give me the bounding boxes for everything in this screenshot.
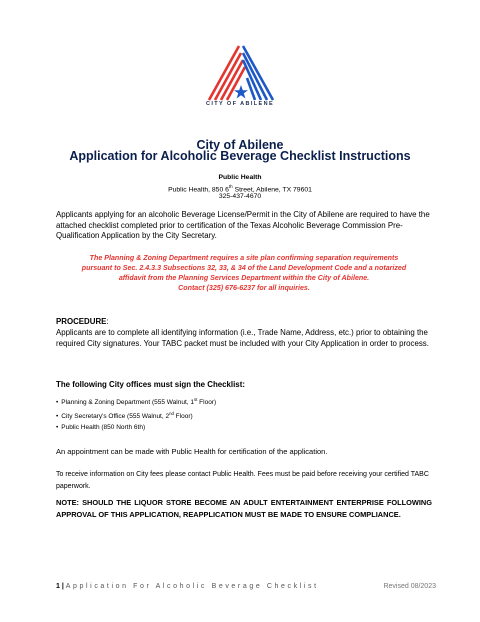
fees-text: To receive information on City fees please contact Public Health. Fees must be paid before receiving your certified TABC paperwork. bbox=[56, 471, 429, 490]
footer-title: Application For Alcoholic Beverage Checklist bbox=[65, 583, 319, 590]
office-item: • City Secretary's Office (555 Walnut, 2nd Floor) bbox=[56, 408, 216, 422]
logo-stripe bbox=[243, 53, 267, 100]
logo-stripe bbox=[215, 53, 241, 100]
page-subtitle: Application for Alcoholic Beverage Checklist Instructions bbox=[69, 149, 411, 163]
appointment-text: An appointment can be made with Public Health for certification of the application. bbox=[56, 447, 328, 456]
page-number: 1 bbox=[56, 583, 60, 590]
department-phone: 325-437-4670 bbox=[218, 193, 262, 200]
zoning-notice-contact: Contact (325) 676-6237 for all inquiries. bbox=[178, 284, 310, 292]
procedure-heading: PROCEDURE: bbox=[56, 317, 109, 326]
department-name: Public Health bbox=[218, 174, 262, 181]
office-item: • Planning & Zoning Department (555 Walnut, 1st Floor) bbox=[56, 394, 216, 408]
department-address: Public Health, 850 6th Street, Abilene, TX 79601 bbox=[168, 184, 312, 194]
intro-paragraph: Applicants applying for an alcoholic Beverage License/Permit in the City of Abilene are required to have the attached checklist completed prior to certification of the Texas Alcoholic Beverage Commission Pre- Qualification Application by the City Secretary. bbox=[56, 210, 430, 241]
revision-date: Revised 08/2023 bbox=[383, 583, 436, 590]
zoning-notice-line: pursuant to Sec. 2.4.3.3 Subsections 32, 33, & 34 of the Land Development Code and a notarized bbox=[81, 264, 407, 272]
offices-list bbox=[56, 394, 216, 433]
offices-heading: The following City offices must sign the Checklist: bbox=[56, 380, 245, 389]
page-title: City of Abilene bbox=[196, 138, 284, 152]
star-icon bbox=[234, 85, 248, 99]
zoning-notice-line: affidavit from the Planning Services Department within the City of Abilene. bbox=[118, 274, 370, 282]
office-item: • Public Health (850 North 6th) bbox=[56, 422, 216, 433]
compliance-note: NOTE: SHOULD THE LIQUOR STORE BECOME AN ADULT ENTERTAINMENT ENTERPRISE FOLLOWING APPROVAL OF THIS APPLICATION, REAPPLICATION MUST BE MADE TO ENSURE COMPLIANCE. bbox=[56, 498, 432, 519]
city-of-abilene-logo bbox=[203, 44, 279, 106]
procedure-text: Applicants are to complete all identifying information (i.e., Trade Name, Address, etc.) prior to obtaining the required City signatures. Your TABC packet must be included with your City Application in order to process. bbox=[56, 328, 429, 348]
logo-wordmark: CITY OF ABILENE bbox=[205, 101, 275, 107]
zoning-notice-line: The Planning & Zoning Department requires a site plan confirming separation requirements bbox=[89, 254, 399, 262]
page-footer: 1 | Application For Alcoholic Beverage Checklist Revised 08/2023 bbox=[56, 583, 436, 590]
